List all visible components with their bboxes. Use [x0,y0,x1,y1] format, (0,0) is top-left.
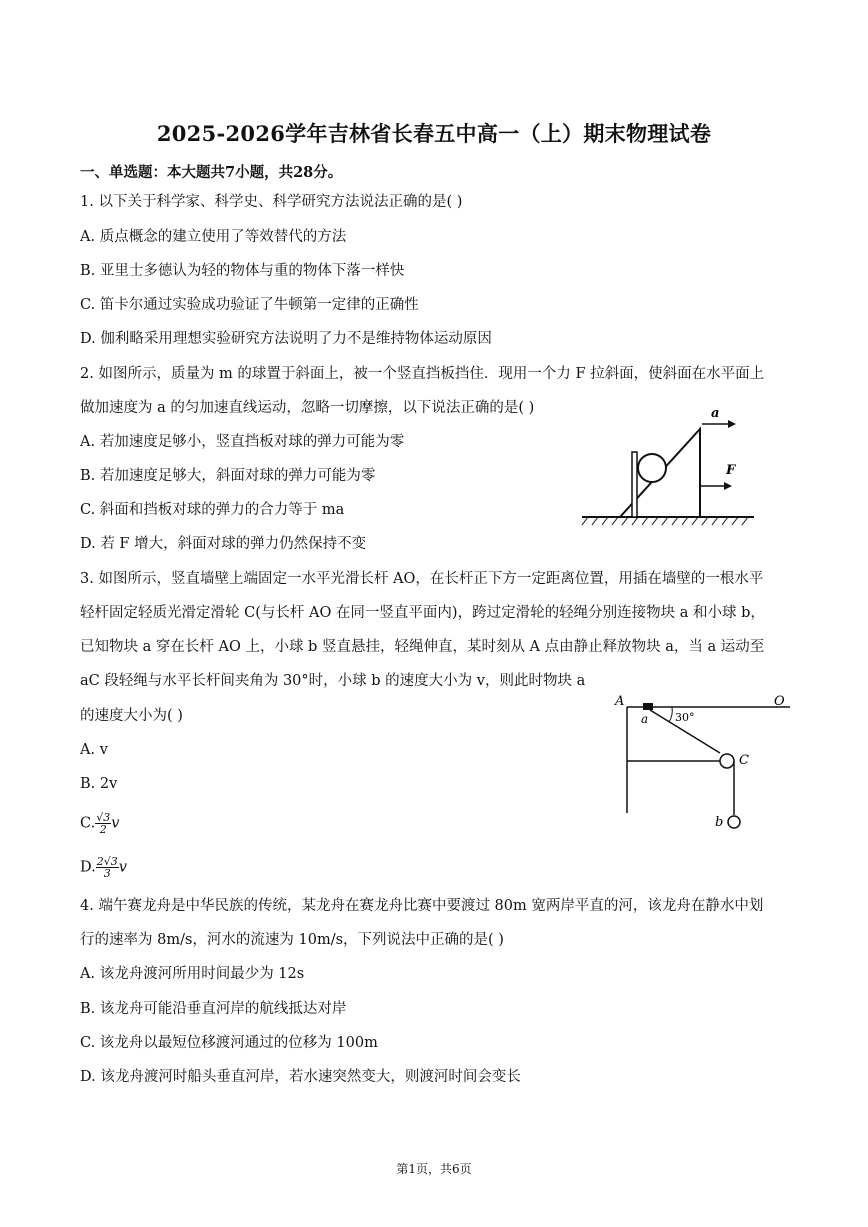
question-3-figure [610,693,800,833]
question-3-option-d [80,856,127,879]
option-c-variable: v [111,815,120,832]
question-4-option-c: C. 该龙舟以最短位移渡河通过的位移为 100m [80,1035,378,1051]
question-4-option-a: A. 该龙舟渡河所用时间最少为 12s [80,966,305,982]
question-2-stem-line-2: 做加速度为 a 的匀加速直线运动，忽略一切摩擦，以下说法正确的是( ) [80,400,535,416]
force-label: F [726,463,736,478]
question-2-stem-line-1: 2. 如图所示，质量为 m 的球置于斜面上，被一个竖直挡板挡住．现用一个力 F 拉斜面，使斜面在水平面上 [80,366,765,382]
label-C: C [739,753,749,768]
acceleration-label: a [711,406,720,421]
option-d-denominator: 3 [103,867,111,880]
question-1-stem: 1. 以下关于科学家、科学史、科学研究方法说法正确的是( ) [80,194,463,210]
question-3-option-b: B. 2v [80,776,118,792]
vertical-barrier [632,452,637,517]
question-3-stem-line-3: 已知物块 a 穿在长杆 AO 上，小球 b 竖直悬挂，轻绳伸直，某时刻从 A 点由静止释放物块 a，当 a 运动至 [80,639,765,655]
question-3-option-a: A. v [80,742,108,758]
question-4-stem-line-2: 行的速率为 8m/s，河水的流速为 10m/s，下列说法中正确的是( ) [80,932,504,948]
page-title: 2025-2026学年吉林省长春五中高一（上）期末物理试卷 [156,121,712,146]
option-d-label: D. [80,859,96,876]
question-4-stem-line-1: 4. 端午赛龙舟是中华民族的传统，某龙舟在赛龙舟比赛中要渡过 80m 宽两岸平直的河，该龙舟在静水中划 [80,898,764,914]
ball-b [728,816,740,828]
option-c-denominator: 2 [99,823,107,836]
acceleration-arrowhead [728,420,736,428]
page-footer: 第1页，共6页 [396,1162,472,1176]
force-arrowhead [724,482,732,490]
question-3-option-c [80,812,119,835]
option-c-fraction [95,812,111,835]
question-4-option-b: B. 该龙舟可能沿垂直河岸的航线抵达对岸 [80,1001,347,1017]
label-b: b [715,815,724,830]
question-2-option-a: A. 若加速度足够小，竖直挡板对球的弹力可能为零 [80,434,405,450]
question-1-option-d: D. 伽利略采用理想实验研究方法说明了力不是维持物体运动原因 [80,331,492,347]
pulley-C [720,754,734,768]
option-c-numerator: √3 [96,811,111,824]
question-1-option-b: B. 亚里士多德认为轻的物体与重的物体下落一样快 [80,263,405,279]
ball [638,454,666,482]
question-2-option-b: B. 若加速度足够大，斜面对球的弹力可能为零 [80,468,376,484]
option-d-numerator: 2√3 [96,855,118,868]
question-3-stem-line-5: 的速度大小为( ) [80,708,183,724]
option-c-label: C. [80,815,96,832]
question-3-stem-line-4: aC 段轻绳与水平长杆间夹角为 30°时，小球 b 的速度大小为 v，则此时物块 a [80,673,586,689]
question-1-option-c: C. 笛卡尔通过实验成功验证了牛顿第一定律的正确性 [80,297,419,313]
option-d-fraction [96,856,119,879]
question-4-option-d: D. 该龙舟渡河时船头垂直河岸，若水速突然变大，则渡河时间会变长 [80,1069,521,1085]
section-heading: 一、单选题：本大题共7小题，共28分。 [80,164,343,181]
label-A: A [615,694,625,709]
label-a: a [641,712,649,726]
question-2-option-c: C. 斜面和挡板对球的弹力的合力等于 ma [80,502,345,518]
question-2-figure [578,402,758,527]
angle-arc [669,707,672,722]
ground-hatching [582,517,748,525]
option-d-variable: v [118,859,127,876]
block-a [643,703,653,710]
label-angle: 30° [675,711,695,724]
question-3-stem-line-2: 轻杆固定轻质光滑定滑轮 C(与长杆 AO 在同一竖直平面内)，跨过定滑轮的轻绳分别连接物块 a 和小球 b， [80,605,765,621]
question-3-stem-line-1: 3. 如图所示，竖直墙壁上端固定一水平光滑长杆 AO，在长杆正下方一定距离位置，用插在墙壁的一根水平 [80,571,764,587]
question-2-option-d: D. 若 F 增大，斜面对球的弹力仍然保持不变 [80,536,367,552]
question-1-option-a: A. 质点概念的建立使用了等效替代的方法 [80,229,347,245]
label-O: O [774,694,785,709]
